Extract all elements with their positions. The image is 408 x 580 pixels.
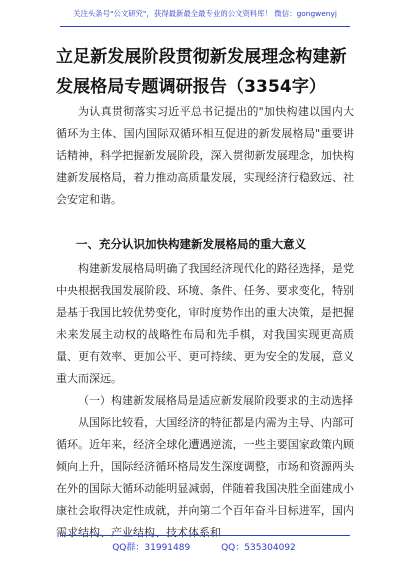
- footer-divider: [60, 535, 350, 536]
- footer-qq: QQ：535304092: [221, 543, 296, 553]
- header-banner: 关注头条号"公文研究"，获得最新最全最专业的公文资料库！ 微信：gongwenyj: [73, 9, 337, 18]
- intro-block: [56, 101, 354, 211]
- subsection-heading: （一）构建新发展格局是适应新发展阶段要求的主动选择: [78, 394, 353, 407]
- section-heading: 一、充分认识加快构建新发展格局的重大意义: [76, 237, 306, 251]
- intro-paragraph: 为认真贯彻落实习近平总书记提出的"加快构建以国内大循环为主体、国内国际双循环相互促进的新发展格局"重要讲话精神，科学把握新发展阶段，深入贯彻新发展理念，加快构建新发展格局，着力推动高质量发展，实现经济行稳致远、社会安定和谐。: [56, 105, 354, 206]
- section-paragraph: 构建新发展格局明确了我国经济现代化的路径选择，是党中央根据我国发展阶段、环境、条件、任务、要求变化，特别是基于我国比较优势变化，审时度势作出的重大决策，是把握未来发展主动权的战略性布局和先手棋，对我国实现更高质量、更有效率、更加公平、更可持续、更为安全的发展，意义重大而深远。: [56, 262, 354, 385]
- footer: [0, 540, 408, 553]
- body-block: [56, 258, 354, 544]
- header-divider: [60, 26, 350, 27]
- footer-qq-group: QQ群：31991489: [112, 543, 191, 553]
- document-title: 立足新发展阶段贯彻新发展理念构建新发展格局专题调研报告（3354字）: [56, 47, 347, 97]
- subsection-paragraph: 从国际比较看，大国经济的特征都是内需为主导、内部可循环。近年来，经济全球化遭遇逆流，一些主要国家政策内顾倾向上升，国际经济循环格局发生深度调整，市场和资源两头在外的国际大循环动能明显减弱，伴随着我国决胜全面建成小康社会取得决定性成就，并向第二个百年奋斗目标进军，国内需求结构、产业结构、技术体系和: [56, 416, 354, 539]
